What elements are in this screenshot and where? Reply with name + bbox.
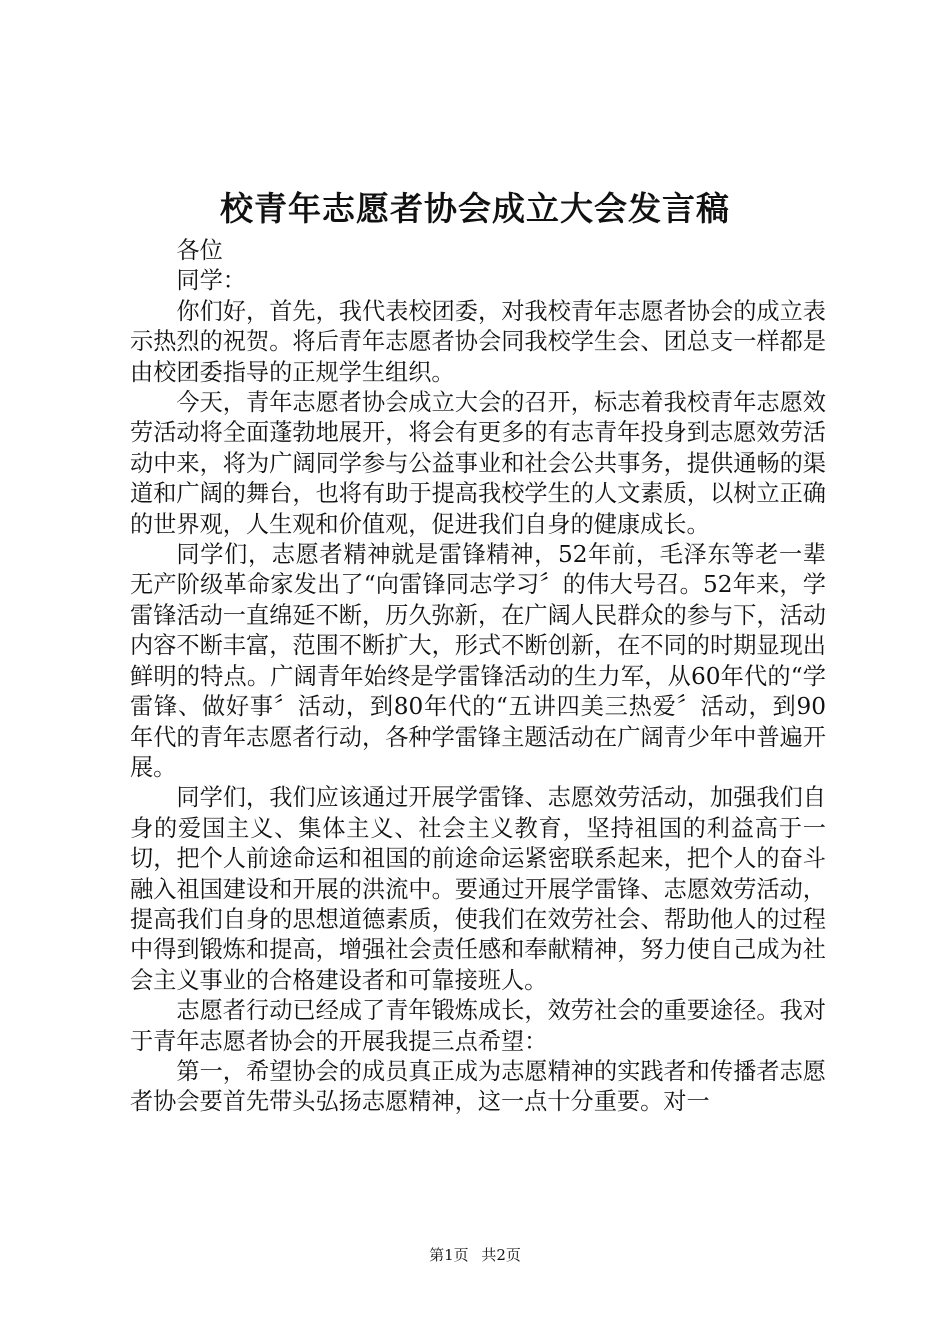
salutation-line-1: 各位 bbox=[176, 237, 223, 264]
page-number-current: 第1页 bbox=[429, 1246, 469, 1264]
paragraph-6: 第一，希望协会的成员真正成为志愿精神的实践者和传播者志愿者协会要首先带头弘扬志愿精神，这一点十分重要。对一 bbox=[130, 1057, 826, 1116]
paragraph-1: 你们好，首先，我代表校团委，对我校青年志愿者协会的成立表示热烈的祝贺。将后青年志愿者协会同我校学生会、团总支一样都是由校团委指导的正规学生组织。 bbox=[130, 297, 826, 386]
page-number-total: 共2页 bbox=[481, 1246, 521, 1264]
paragraph-2: 今天，青年志愿者协会成立大会的召开，标志着我校青年志愿效劳活动将全面蓬勃地展开，将会有更多的有志青年投身到志愿效劳活动中来，将为广阔同学参与公益事业和社会公共事务，提供通畅的渠道和广阔的舞台，也将有助于提高我校学生的人文素质，以树立正确的世界观，人生观和价值观，促进我们自身的健康成长。 bbox=[130, 389, 826, 538]
document-title: 校青年志愿者协会成立大会发言稿 bbox=[220, 189, 730, 228]
page-footer bbox=[0, 1245, 950, 1265]
paragraph-3: 同学们，志愿者精神就是雷锋精神，52年前，毛泽东等老一辈无产阶级革命家发出了“向雷锋同志学习〞的伟大号召。52年来，学雷锋活动一直绵延不断，历久弥新，在广阔人民群众的参与下，活动内容不断丰富，范围不断扩大，形式不断创新，在不同的时期显现出鲜明的特点。广阔青年始终是学雷锋活动的生力军，从60年代的“学雷锋、做好事〞活动，到80年代的“五讲四美三热爱〞活动，到90年代的青年志愿者行动，各种学雷锋主题活动在广阔青少年中普遍开展。 bbox=[130, 541, 826, 781]
document-body bbox=[130, 236, 826, 1118]
paragraph-5: 志愿者行动已经成了青年锻炼成长，效劳社会的重要途径。我对于青年志愿者协会的开展我提三点希望： bbox=[130, 997, 826, 1055]
paragraph-4: 同学们，我们应该通过开展学雷锋、志愿效劳活动，加强我们自身的爱国主义、集体主义、社会主义教育，坚持祖国的利益高于一切，把个人前途命运和祖国的前途命运紧密联系起来，把个人的奋斗融入祖国建设和开展的洪流中。要通过开展学雷锋、志愿效劳活动，提高我们自身的思想道德素质，使我们在效劳社会、帮助他人的过程中得到锻炼和提高，增强社会责任感和奉献精神，努力使自己成为社会主义事业的合格建设者和可靠接班人。 bbox=[130, 784, 826, 994]
salutation-line-2: 同学： bbox=[176, 267, 246, 295]
